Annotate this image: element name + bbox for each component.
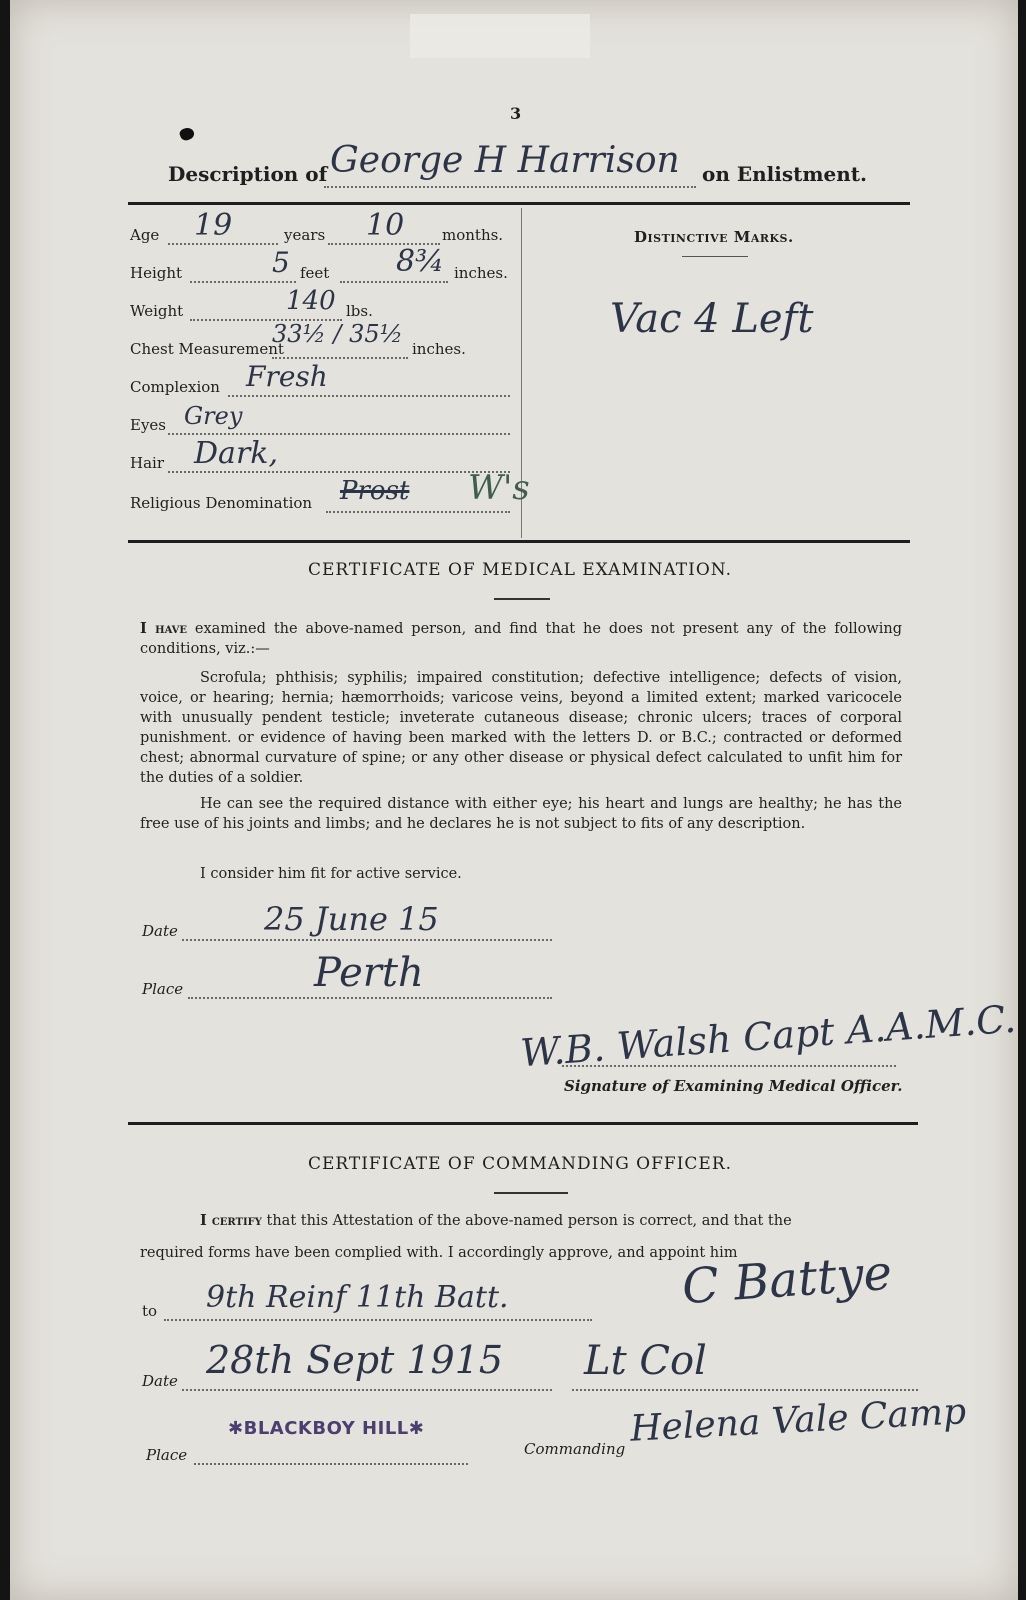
medical-intro-text: examined the above-named person, and find that he does not present any of the following conditions, viz.:— [140, 621, 903, 657]
section-divider-rule [128, 1122, 918, 1125]
medical-place-label: Place [142, 980, 184, 998]
medical-intro-lead: I have [140, 620, 187, 637]
name-line [324, 186, 696, 188]
religion-label: Religious Denomination [130, 494, 313, 512]
table-top-rule [128, 202, 910, 205]
complexion-value: Fresh [246, 360, 328, 393]
medical-place-value: Perth [314, 950, 424, 996]
commanding-place-label: Place [146, 1446, 188, 1464]
weight-label: Weight [130, 302, 184, 320]
distinctive-marks-label: Distinctive Marks. [634, 228, 794, 246]
medical-date-label: Date [142, 922, 178, 940]
commanding-title-underline [494, 1192, 568, 1194]
commanding-date-label: Date [142, 1372, 178, 1390]
to-value: 9th Reinf 11th Batt. [206, 1280, 509, 1315]
place-stamp [228, 1418, 424, 1439]
chest-label: Chest Measurement [130, 340, 284, 358]
medical-signature: W.B. Walsh Capt A.A.M.C. [519, 996, 1018, 1076]
complexion-label: Complexion [130, 378, 220, 396]
table-bottom-rule [128, 540, 910, 543]
description-heading-prefix: Description of [168, 162, 328, 186]
commanding-certificate-title: CERTIFICATE OF COMMANDING OFFICER. [307, 1154, 733, 1174]
medical-title-underline [494, 598, 550, 600]
medical-place-line [188, 997, 552, 999]
commanding-certify-text1: that this Attestation of the above-named person is correct, and that the [266, 1213, 792, 1229]
years-label: years [284, 226, 326, 244]
hair-label: Hair [130, 454, 164, 472]
age-label: Age [130, 226, 160, 244]
stamp-star-right-icon: ✱ [408, 1418, 425, 1439]
inches-label: inches. [454, 264, 508, 282]
height-feet-value: 5 [272, 246, 290, 279]
medical-signature-caption: Signature of Examining Medical Officer. [564, 1077, 903, 1095]
place-stamp-text: BLACKBOY HILL [243, 1418, 409, 1439]
marks-underline [682, 256, 748, 257]
distinctive-marks-value: Vac 4 Left [610, 296, 814, 342]
attestation-page [10, 0, 1018, 1600]
chest-inches-label: inches. [412, 340, 466, 358]
to-line [164, 1319, 592, 1321]
age-years-line [168, 243, 278, 245]
commanding-unit-value: Helena Vale Camp [629, 1391, 968, 1450]
age-months-value: 10 [366, 208, 405, 243]
hair-line [168, 471, 510, 473]
religion-value: W's [468, 468, 530, 508]
commanding-place-line [194, 1463, 468, 1465]
commanding-certify-lead: I certify [200, 1212, 262, 1229]
height-inches-line [340, 281, 448, 283]
rank-line [572, 1389, 918, 1391]
rank-value: Lt Col [584, 1338, 707, 1384]
medical-date-line [182, 939, 552, 941]
height-inches-value: 8¾ [396, 244, 445, 279]
months-label: months. [442, 226, 504, 244]
eyes-value: Grey [184, 402, 243, 430]
complexion-line [228, 395, 510, 397]
commanding-label: Commanding [524, 1440, 626, 1458]
medical-intro [140, 619, 902, 659]
religion-line [326, 511, 510, 513]
lbs-label: lbs. [346, 302, 373, 320]
description-heading-suffix: on Enlistment. [702, 162, 867, 186]
chest-line [272, 357, 408, 359]
commanding-officer-signature: C Battye [680, 1244, 894, 1316]
commanding-date-line [182, 1389, 552, 1391]
to-label: to [142, 1302, 158, 1320]
stamp-star-left-icon: ✱ [228, 1418, 244, 1439]
height-label: Height [130, 264, 183, 282]
hair-value: Dark, [194, 436, 278, 471]
medical-consider: I consider him fit for active service. [200, 866, 462, 882]
religion-struck-value: Prost [340, 476, 410, 506]
height-feet-line [190, 281, 296, 283]
recruit-name: George H Harrison [330, 140, 680, 181]
medical-date-value: 25 June 15 [264, 900, 439, 938]
medical-certificate-title: CERTIFICATE OF MEDICAL EXAMINATION. [308, 560, 732, 580]
age-years-value: 19 [194, 208, 233, 243]
weight-value: 140 [286, 286, 336, 316]
commanding-certify-line1 [200, 1211, 902, 1231]
chest-value: 33½ / 35½ [272, 320, 403, 348]
page-number: 3 [510, 104, 522, 123]
eyes-line [168, 433, 510, 435]
medical-conditions: Scrofula; phthisis; syphilis; impaired constitution; defective intelligence; defects of vision, voice, or hearing; hernia; hæmorrhoids; varicose veins, beyond a limited extent; marked varicocele with unusually pendent testicle; inveterate cutaneous disease; chronic ulcers; traces of corporal punishment. or evidence of having been marked with the letters D. or B.C.; contracted or deformed chest; abnormal curvature of spine; or any other disease or physical defect calculated to unfit him for the duties of a soldier. [140, 670, 902, 786]
ink-blot [178, 126, 195, 142]
medical-fitness: He can see the required distance with either eye; his heart and lungs are healthy; he has the free use of his joints and limbs; and he declares he is not subject to fits of any description. [140, 796, 902, 832]
feet-label: feet [300, 264, 330, 282]
commanding-date-value: 28th Sept 1915 [206, 1338, 504, 1382]
eyes-label: Eyes [130, 416, 166, 434]
bleed-through-mark [410, 14, 590, 58]
commanding-certify-line2: required forms have been complied with. I accordingly approve, and appoint him [140, 1245, 738, 1261]
